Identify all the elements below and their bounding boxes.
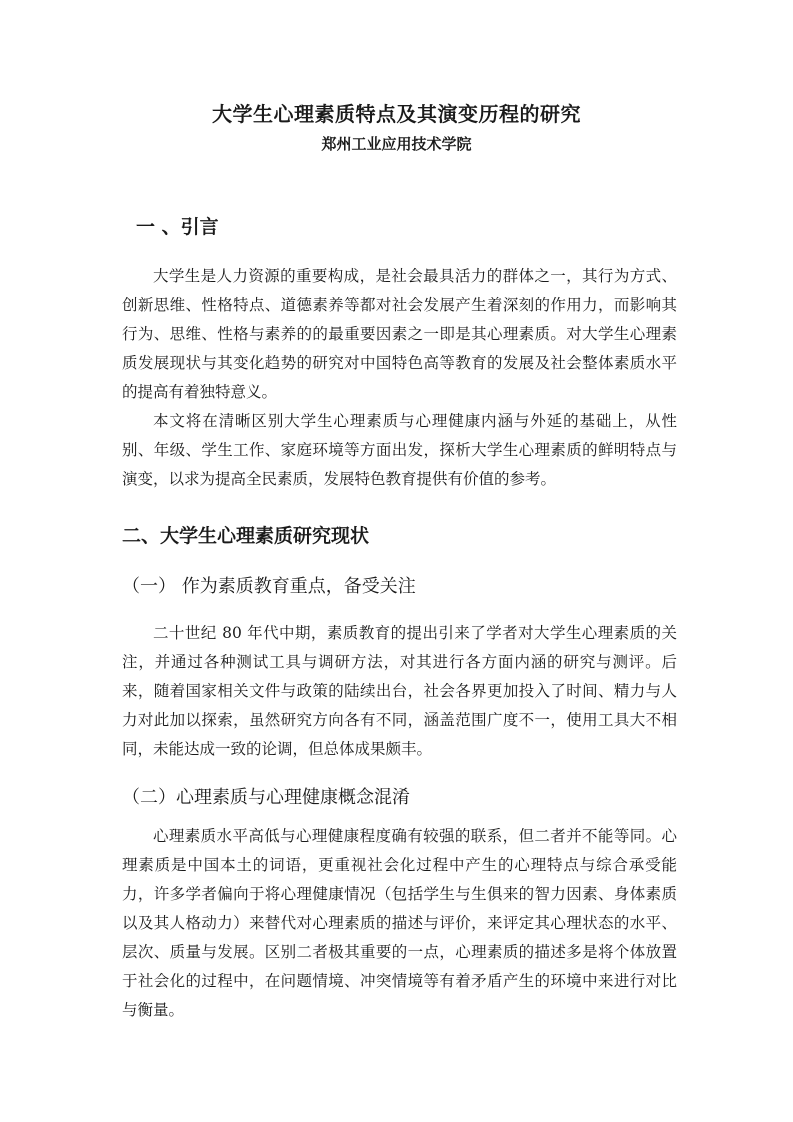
intro-paragraph-1: 大学生是人力资源的重要构成，是社会最具活力的群体之一，其行为方式、创新思维、性格特点、道德素养等都对社会发展产生着深刻的作用力，而影响其行为、思维、性格与素养的的最重要因素之一即是其心理素质。对大学生心理素质发展现状与其变化趋势的研究对中国特色高等教育的发展及社会整体素质水平的提高有着独特意义。 (122, 267, 677, 401)
document-author: 郑州工业应用技术学院 (321, 135, 472, 153)
subsection-heading-2: （二）心理素质与心理健康概念混淆 (122, 787, 410, 808)
subsection-heading-1: （一） 作为素质教育重点，备受关注 (122, 576, 416, 597)
section-heading-intro: 一 、引言 (136, 216, 219, 238)
section-heading-status: 二、大学生心理素质研究现状 (122, 525, 370, 547)
intro-paragraph-2: 本文将在清晰区别大学生心理素质与心理健康内涵与外延的基础上，从性别、年级、学生工作、家庭环境等方面出发，探析大学生心理素质的鲜明特点与演变，以求为提高全民素质，发展特色教育提供有价值的参考。 (122, 412, 677, 488)
subsection-paragraph-2: 心理素质水平高低与心理健康程度确有较强的联系，但二者并不能等同。心理素质是中国本土的词语，更重视社会化过程中产生的心理特点与综合承受能力，许多学者偏向于将心理健康情况（包括学生与生俱来的智力因素、身体素质以及其人格动力）来替代对心理素质的描述与评价，来评定其心理状态的水平、层次、质量与发展。区别二者极其重要的一点，心理素质的描述多是将个体放置于社会化的过程中，在问题情境、冲突情境等有着矛盾产生的环境中来进行对比与衡量。 (122, 827, 677, 1019)
subsection-paragraph-1: 二十世纪 80 年代中期，素质教育的提出引来了学者对大学生心理素质的关注，并通过各种测试工具与调研方法，对其进行各方面内涵的研究与测评。后来，随着国家相关文件与政策的陆续出台，社会各界更加投入了时间、精力与人力对此加以探索，虽然研究方向各有不同，涵盖范围广度不一，使用工具大不相同，未能达成一致的论调，但总体成果颇丰。 (122, 624, 677, 758)
document-title: 大学生心理素质特点及其演变历程的研究 (212, 102, 581, 126)
